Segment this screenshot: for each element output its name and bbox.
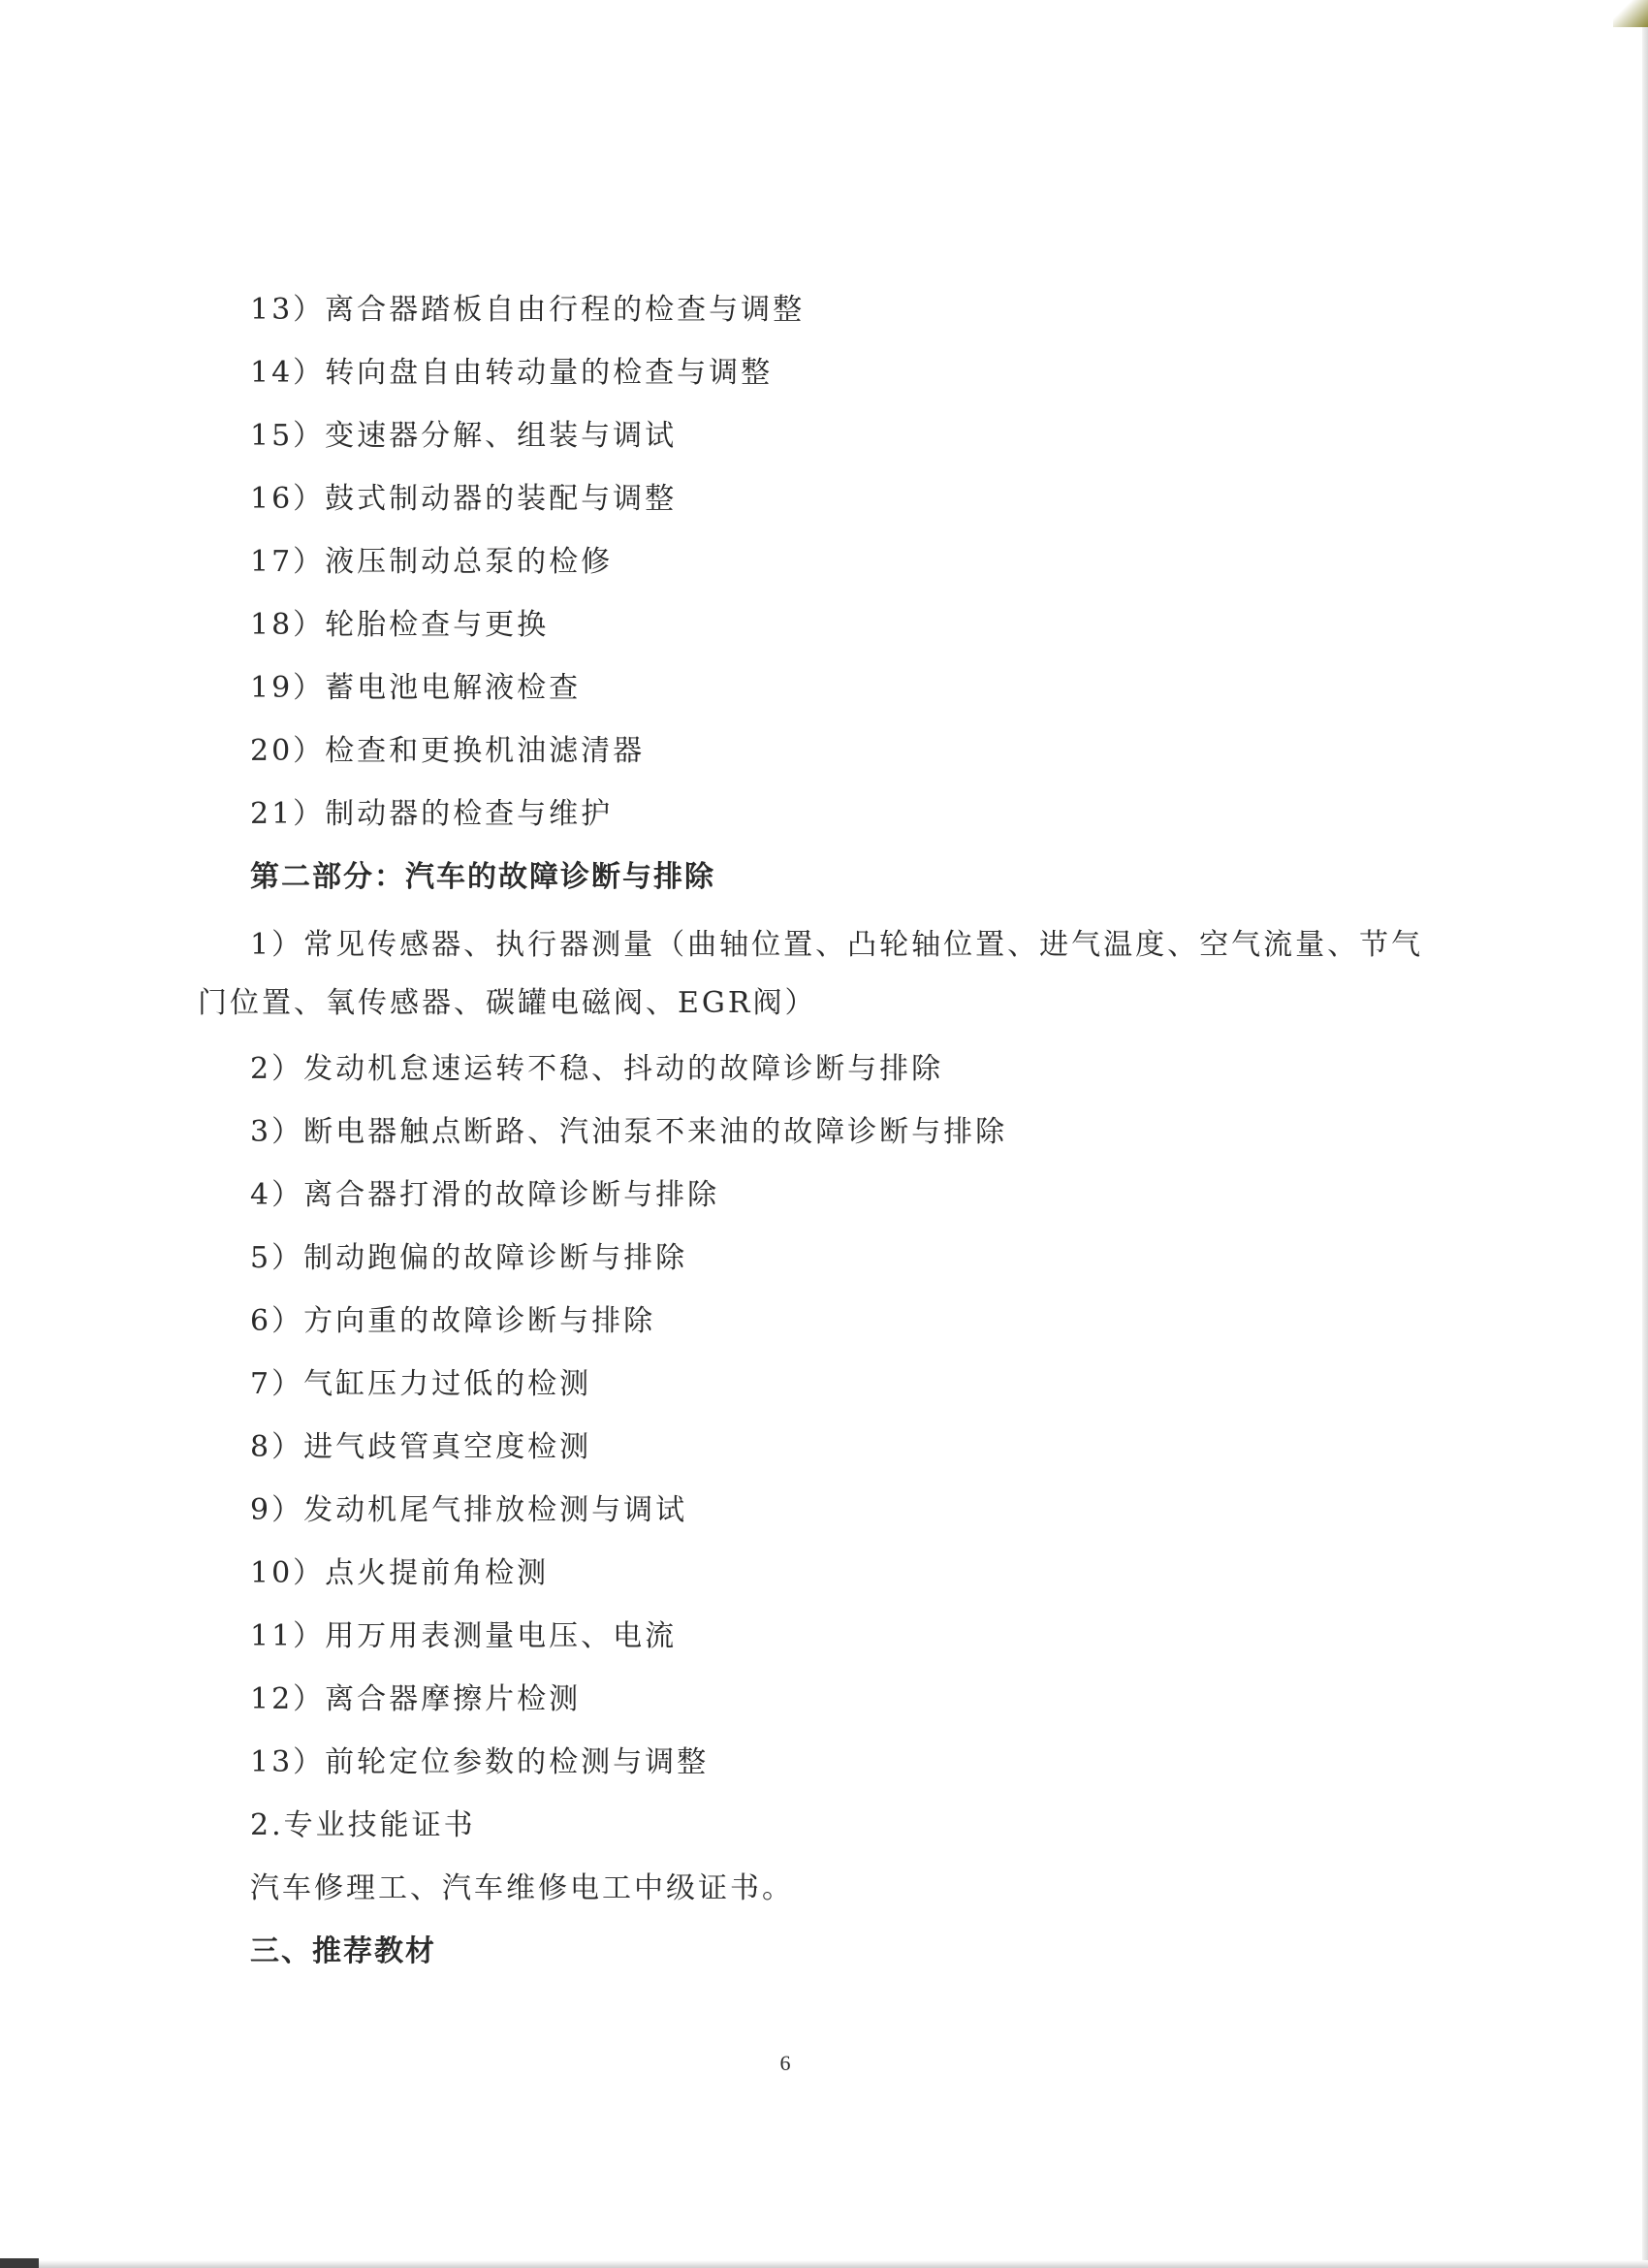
list-item: 1）常见传感器、执行器测量（曲轴位置、凸轮轴位置、进气温度、空气流量、节气 xyxy=(250,928,1424,962)
list-item: 14）转向盘自由转动量的检查与调整 xyxy=(250,356,774,390)
scan-bottom-left-mark xyxy=(0,2258,39,2268)
list-item: 18）轮胎检查与更换 xyxy=(250,608,550,642)
scan-bottom-edge xyxy=(0,2260,1648,2268)
list-item: 5）制动跑偏的故障诊断与排除 xyxy=(250,1241,688,1275)
scan-corner-mark xyxy=(1613,0,1648,27)
list-item: 6）方向重的故障诊断与排除 xyxy=(250,1304,656,1338)
section-heading: 三、推荐教材 xyxy=(250,1934,436,1968)
list-item: 10）点火提前角检测 xyxy=(250,1556,550,1590)
list-item-continuation: 门位置、氧传感器、碳罐电磁阀、EGR阀） xyxy=(198,986,817,1020)
list-item: 2）发动机怠速运转不稳、抖动的故障诊断与排除 xyxy=(250,1052,944,1086)
list-item: 13）离合器踏板自由行程的检查与调整 xyxy=(250,293,806,327)
list-item: 11）用万用表测量电压、电流 xyxy=(250,1619,678,1653)
list-item: 20）检查和更换机油滤清器 xyxy=(250,734,646,768)
list-item: 16）鼓式制动器的装配与调整 xyxy=(250,482,678,516)
paragraph: 汽车修理工、汽车维修电工中级证书。 xyxy=(250,1871,794,1905)
list-item: 19）蓄电池电解液检查 xyxy=(250,671,582,705)
list-item: 17）液压制动总泵的检修 xyxy=(250,545,614,579)
list-item: 9）发动机尾气排放检测与调试 xyxy=(250,1493,688,1527)
list-item: 3）断电器触点断路、汽油泵不来油的故障诊断与排除 xyxy=(250,1115,1008,1149)
list-item: 8）进气歧管真空度检测 xyxy=(250,1430,592,1464)
subsection-heading: 2.专业技能证书 xyxy=(250,1808,476,1842)
page-number: 6 xyxy=(779,2051,791,2075)
list-item: 21）制动器的检查与维护 xyxy=(250,797,614,831)
list-item: 4）离合器打滑的故障诊断与排除 xyxy=(250,1178,720,1212)
scan-edge xyxy=(1642,0,1648,2268)
section-heading: 第二部分：汽车的故障诊断与排除 xyxy=(250,860,715,894)
list-item: 12）离合器摩擦片检测 xyxy=(250,1682,582,1716)
list-item: 13）前轮定位参数的检测与调整 xyxy=(250,1745,710,1779)
list-item: 15）变速器分解、组装与调试 xyxy=(250,419,678,453)
list-item: 7）气缸压力过低的检测 xyxy=(250,1367,592,1401)
